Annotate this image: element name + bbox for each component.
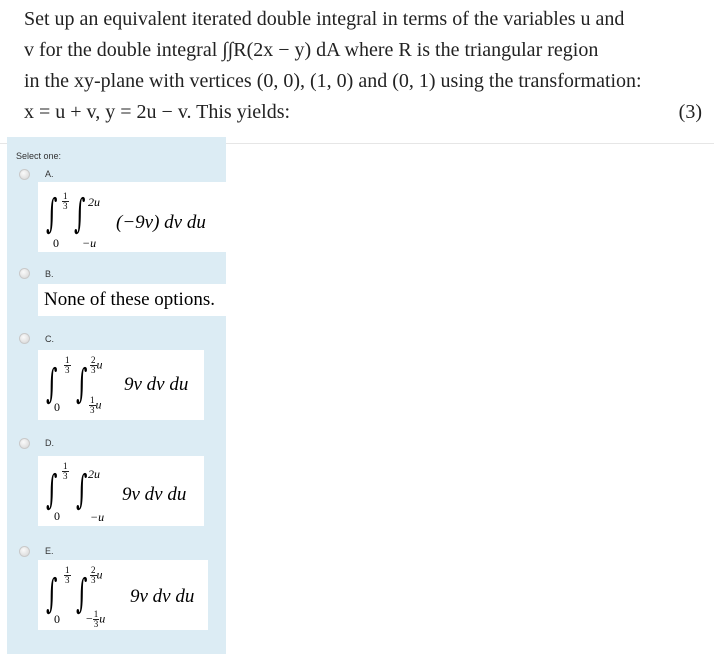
integral-sign-inner: ∫ (76, 467, 88, 513)
radio-option-d[interactable] (19, 438, 30, 449)
question-marks: (3) (678, 101, 702, 123)
question-text (0, 0, 714, 144)
question-line-4-text: x = u + v, y = 2u − v. This yields: (24, 101, 291, 123)
option-e-letter: E. (45, 546, 54, 556)
integral-sign-inner: ∫ (76, 571, 88, 617)
radio-option-a[interactable] (19, 169, 30, 180)
option-a-inner-lower: −u (82, 236, 97, 250)
question-line-3: in the xy-plane with vertices (0, 0), (1, 0) and (0, 1) using the transformation: (24, 70, 642, 92)
option-a-outer-upper: $\frac{1}{3}$ (63, 191, 68, 211)
integral-sign-outer: ∫ (46, 361, 58, 407)
option-d-integrand: 9v dv du (122, 484, 187, 505)
integral-sign-inner: ∫ (74, 191, 86, 237)
integral-sign-outer: ∫ (46, 191, 58, 237)
option-a-card[interactable] (38, 182, 226, 252)
question-line-4 (24, 97, 708, 128)
option-c-outer-lower: 0 (54, 400, 60, 414)
option-c-inner-upper: $\frac{2}{3}$ u (91, 355, 103, 375)
option-e-inner-upper: $\frac{2}{3}$ u (91, 565, 103, 585)
option-d-inner-upper: 2u (88, 467, 100, 481)
option-d-outer-upper: $\frac{1}{3}$ (63, 461, 68, 481)
radio-option-e[interactable] (19, 546, 30, 557)
option-c-inner-lower: $\frac{1}{3}$ u (90, 395, 102, 415)
option-e-inner-lower: − $\frac{1}{3}$ u (86, 609, 106, 629)
option-d-outer-lower: 0 (54, 509, 60, 523)
option-c-letter: C. (45, 334, 54, 344)
integral-sign-outer: ∫ (46, 571, 58, 617)
option-a-letter: A. (45, 169, 54, 179)
option-e-card[interactable] (38, 560, 208, 630)
integral-sign-inner: ∫ (76, 361, 88, 407)
integral-sign-outer: ∫ (46, 467, 58, 513)
question-line-1: Set up an equivalent iterated double integral in terms of the variables u and (24, 8, 625, 30)
option-e-integrand: 9v dv du (130, 586, 195, 607)
radio-option-c[interactable] (19, 333, 30, 344)
option-a-integrand: (−9v) dv du (116, 212, 206, 233)
option-b-letter: B. (45, 269, 54, 279)
option-c-integrand: 9v dv du (124, 374, 189, 395)
option-e-outer-upper: $\frac{1}{3}$ (65, 565, 70, 585)
option-d-inner-lower: −u (90, 510, 105, 524)
question-line-2: v for the double integral ∫∫R(2x − y) dA where R is the triangular region (24, 39, 599, 61)
option-c-card[interactable] (38, 350, 204, 420)
option-d-letter: D. (45, 438, 54, 448)
option-a-outer-lower: 0 (53, 236, 59, 250)
option-e-outer-lower: 0 (54, 612, 60, 626)
option-b-text: None of these options. (44, 289, 215, 310)
select-one-label: Select one: (16, 151, 62, 161)
option-a-inner-upper: 2u (88, 195, 100, 209)
option-c-outer-upper: $\frac{1}{3}$ (65, 355, 70, 375)
radio-option-b[interactable] (19, 268, 30, 279)
option-d-card[interactable] (38, 456, 204, 526)
option-b-card[interactable] (38, 284, 236, 316)
